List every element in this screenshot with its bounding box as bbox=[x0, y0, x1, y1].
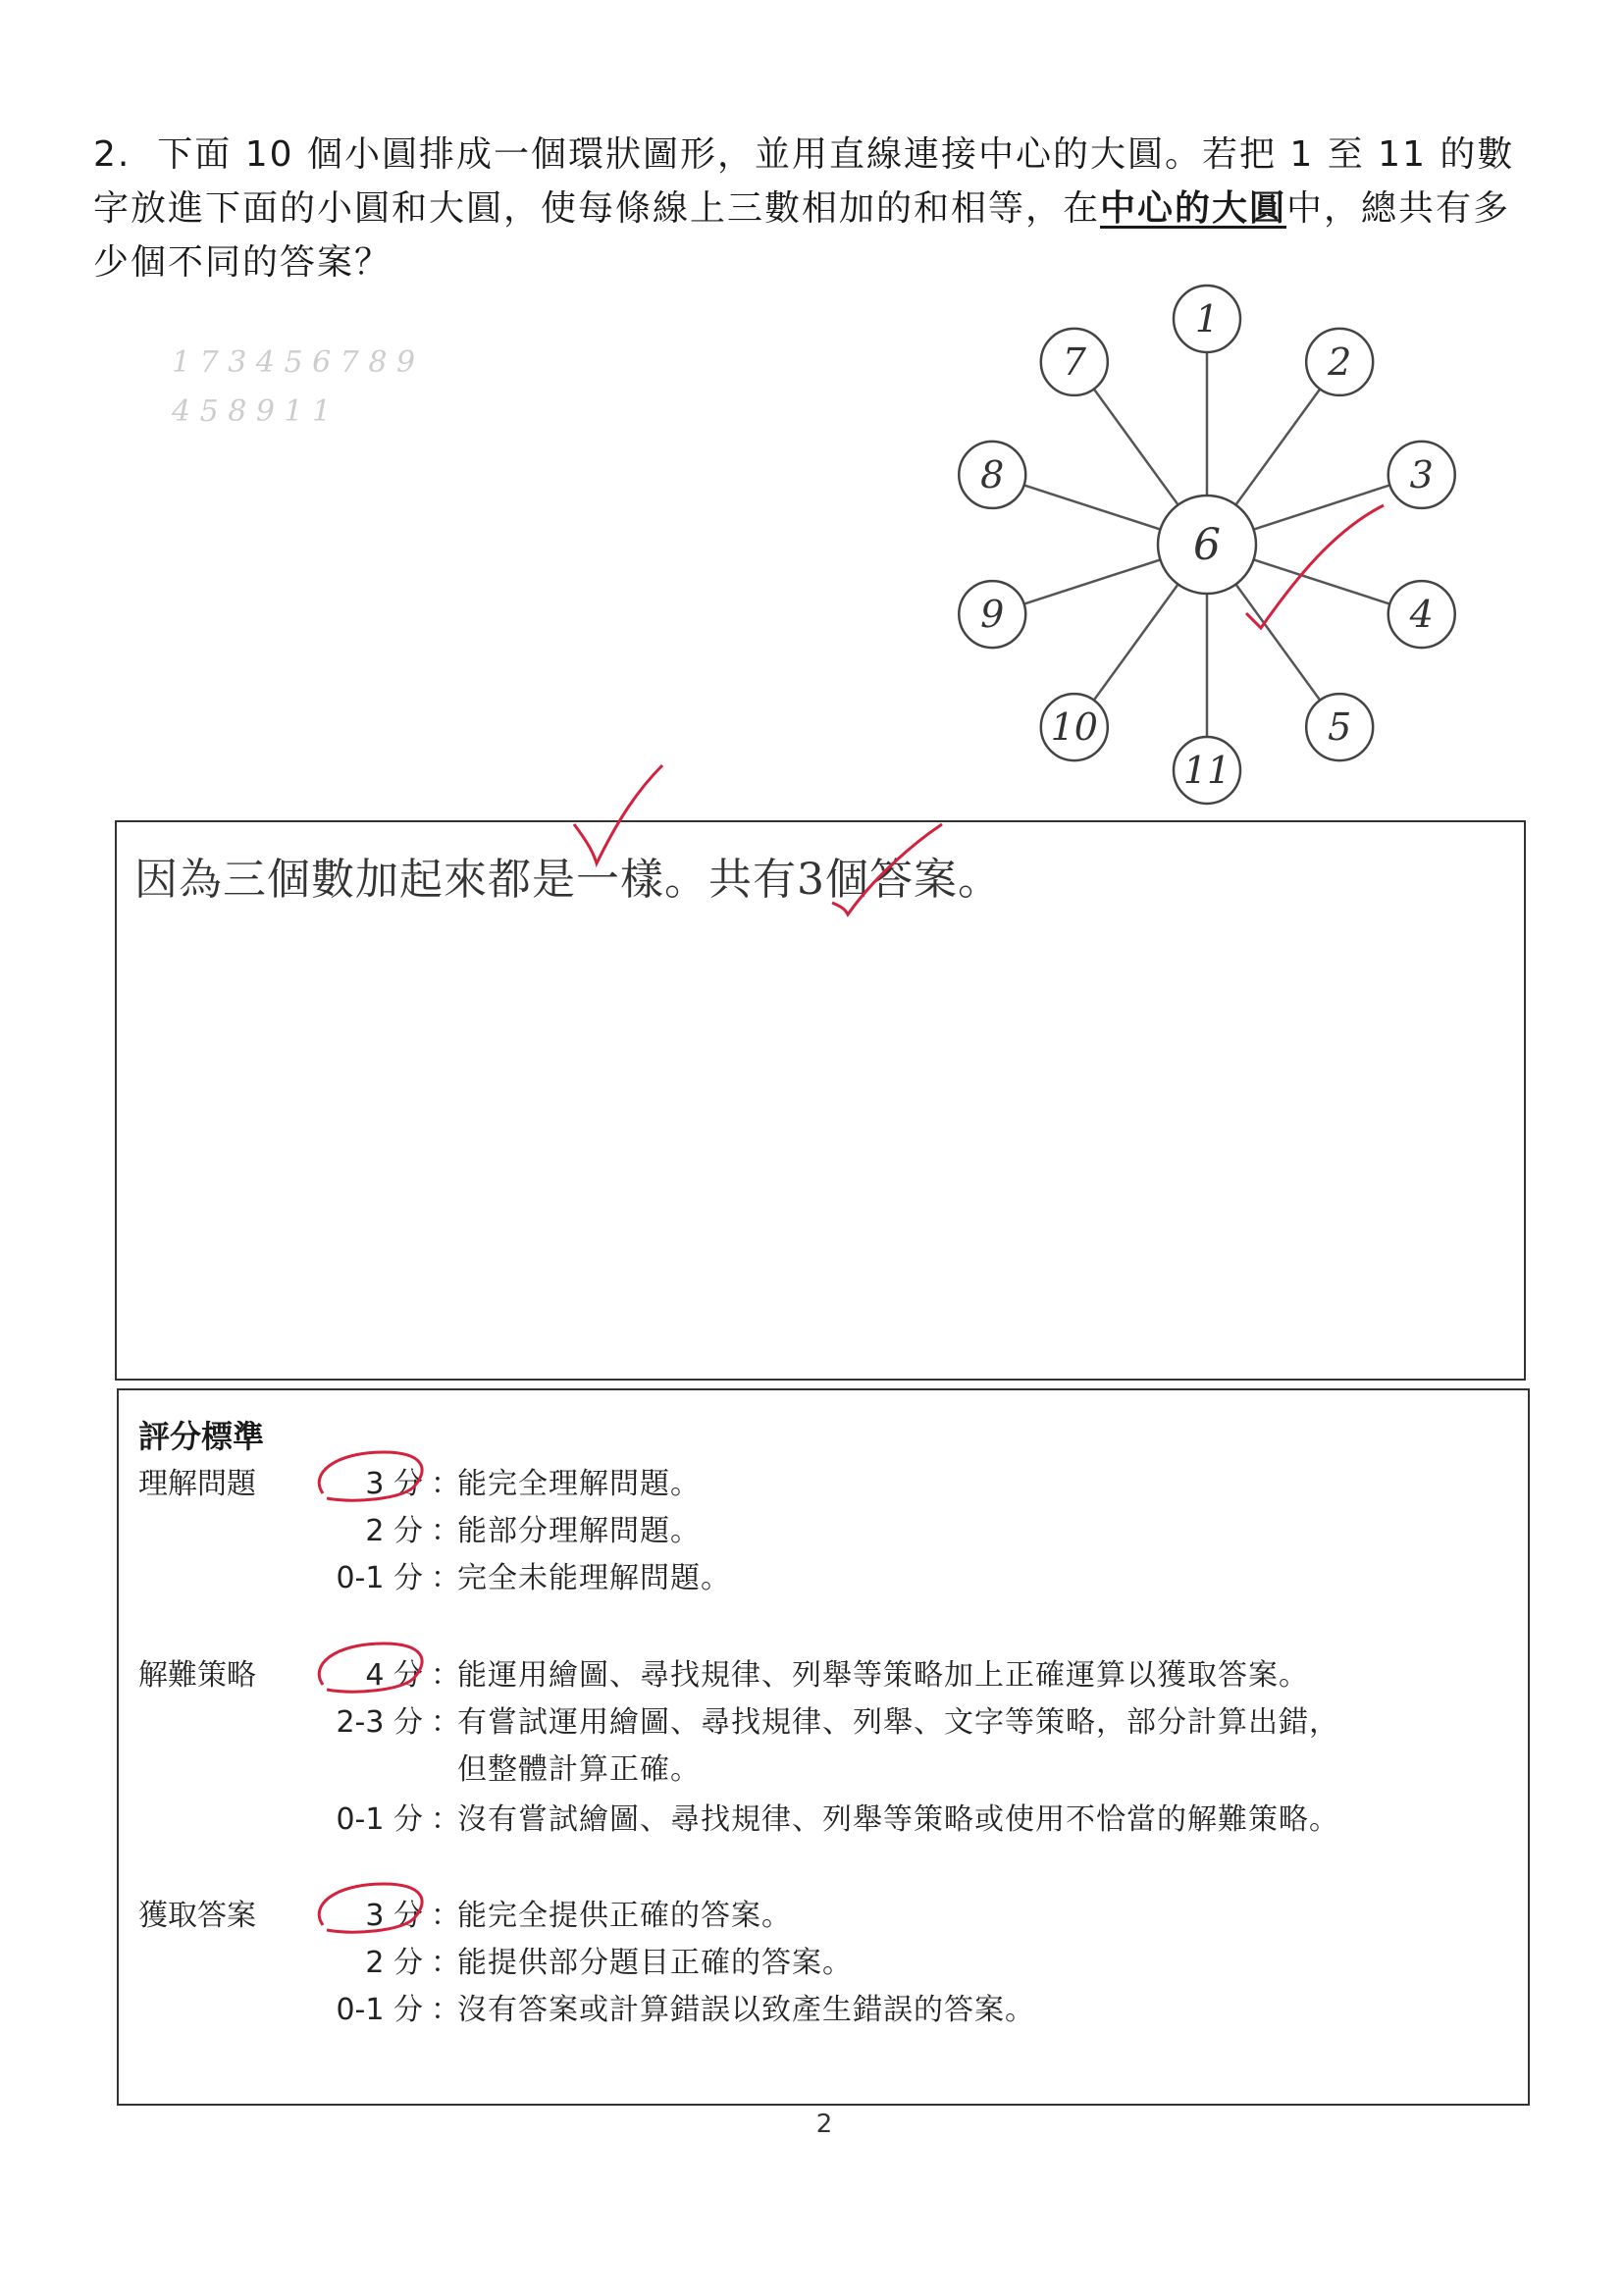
outer-circle-10 bbox=[1041, 694, 1108, 760]
rubric-box bbox=[117, 1388, 1530, 2106]
colon: ： bbox=[431, 1467, 460, 1501]
question-number: 2. bbox=[93, 134, 131, 175]
scribble-line-1: 1 7 3 4 5 6 7 8 9 bbox=[172, 345, 416, 380]
colon: ： bbox=[431, 1993, 460, 2027]
outer-number: 1 bbox=[1194, 297, 1220, 340]
rubric-section-understanding: 理解問題 bbox=[138, 1467, 256, 1501]
handwritten-answer: 因為三個數加起來都是一樣。共有3個答案。 bbox=[134, 855, 1002, 905]
red-circle-mark bbox=[305, 1876, 443, 1945]
rubric-desc: 有嘗試運用繪圖、尋找規律、列舉、文字等策略，部分計算出錯， bbox=[457, 1705, 1339, 1740]
rubric-desc: 能完全理解問題。 bbox=[457, 1467, 701, 1501]
outer-number: 2 bbox=[1328, 339, 1352, 384]
colon: ： bbox=[431, 1514, 460, 1548]
rubric-desc: 完全未能理解問題。 bbox=[457, 1561, 731, 1595]
rubric-score: 0-1 分 bbox=[336, 1802, 423, 1837]
outer-circle-11 bbox=[1174, 737, 1240, 804]
red-circle-mark bbox=[305, 1444, 443, 1513]
outer-number: 4 bbox=[1409, 593, 1434, 637]
rubric-section-strategy: 解難策略 bbox=[138, 1658, 256, 1693]
question-body-part2: 中，總共有多少個不同的答案？ bbox=[93, 188, 1511, 283]
red-circle-mark bbox=[305, 1636, 443, 1704]
outer-number: 9 bbox=[980, 593, 1005, 637]
colon: ： bbox=[431, 1561, 460, 1595]
outer-circle-3 bbox=[1388, 442, 1455, 508]
rubric-desc-continued: 但整體計算正確。 bbox=[457, 1752, 701, 1787]
colon: ： bbox=[431, 1946, 460, 1980]
rubric-score: 4 分 bbox=[365, 1658, 423, 1693]
outer-number: 5 bbox=[1328, 705, 1352, 750]
answer-box bbox=[115, 820, 1526, 1381]
colon: ： bbox=[431, 1705, 460, 1740]
rubric-title: 評分標準 bbox=[138, 1418, 265, 1455]
rubric-score: 2 分 bbox=[365, 1946, 423, 1980]
rubric-desc: 沒有嘗試繪圖、尋找規律、列舉等策略或使用不恰當的解難策略。 bbox=[457, 1802, 1339, 1837]
outer-circle-7 bbox=[1041, 329, 1108, 395]
question-body-part1: 下面 10 個小圓排成一個環狀圖形，並用直線連接中心的大圓。若把 1 至 11 的數字放進下面的小圓和大圓，使每條線上三數相加的和相等，在 bbox=[93, 134, 1515, 229]
question-emphasis: 中心的大圓 bbox=[1100, 188, 1287, 229]
rubric-desc: 能完全提供正確的答案。 bbox=[457, 1899, 792, 1933]
rubric-score: 0-1 分 bbox=[336, 1993, 423, 2027]
rubric-desc: 能部分理解問題。 bbox=[457, 1514, 701, 1548]
rubric-section-answer: 獲取答案 bbox=[138, 1899, 256, 1933]
outer-number: 8 bbox=[980, 452, 1005, 496]
center-number: 6 bbox=[1193, 520, 1221, 570]
pencil-scribble bbox=[172, 339, 415, 437]
colon: ： bbox=[431, 1802, 460, 1837]
outer-circle-4 bbox=[1388, 581, 1455, 648]
outer-number: 10 bbox=[1050, 705, 1098, 750]
rubric-score: 2 分 bbox=[365, 1514, 423, 1548]
outer-number: 3 bbox=[1409, 452, 1434, 496]
colon: ： bbox=[431, 1658, 460, 1693]
outer-circle-8 bbox=[959, 442, 1025, 508]
rubric-score: 3 分 bbox=[365, 1467, 423, 1501]
outer-number: 7 bbox=[1062, 339, 1086, 384]
colon: ： bbox=[431, 1899, 460, 1933]
outer-circle-5 bbox=[1306, 694, 1373, 760]
outer-circle-9 bbox=[959, 581, 1025, 648]
outer-number: 11 bbox=[1182, 749, 1231, 792]
page-number: 2 bbox=[815, 2110, 833, 2139]
rubric-desc: 能運用繪圖、尋找規律、列舉等策略加上正確運算以獲取答案。 bbox=[457, 1658, 1309, 1693]
rubric-score: 2-3 分 bbox=[336, 1705, 423, 1740]
rubric-score: 0-1 分 bbox=[336, 1561, 423, 1595]
outer-circle-1 bbox=[1174, 286, 1240, 352]
rubric-desc: 沒有答案或計算錯誤以致產生錯誤的答案。 bbox=[457, 1993, 1035, 2027]
rubric-score: 3 分 bbox=[365, 1899, 423, 1933]
ring-diagram bbox=[922, 260, 1492, 819]
scribble-line-2: 4 5 8 9 1 1 bbox=[172, 394, 332, 429]
rubric-desc: 能提供部分題目正確的答案。 bbox=[457, 1946, 853, 1980]
outer-circle-2 bbox=[1306, 329, 1373, 395]
center-circle bbox=[1158, 496, 1256, 594]
